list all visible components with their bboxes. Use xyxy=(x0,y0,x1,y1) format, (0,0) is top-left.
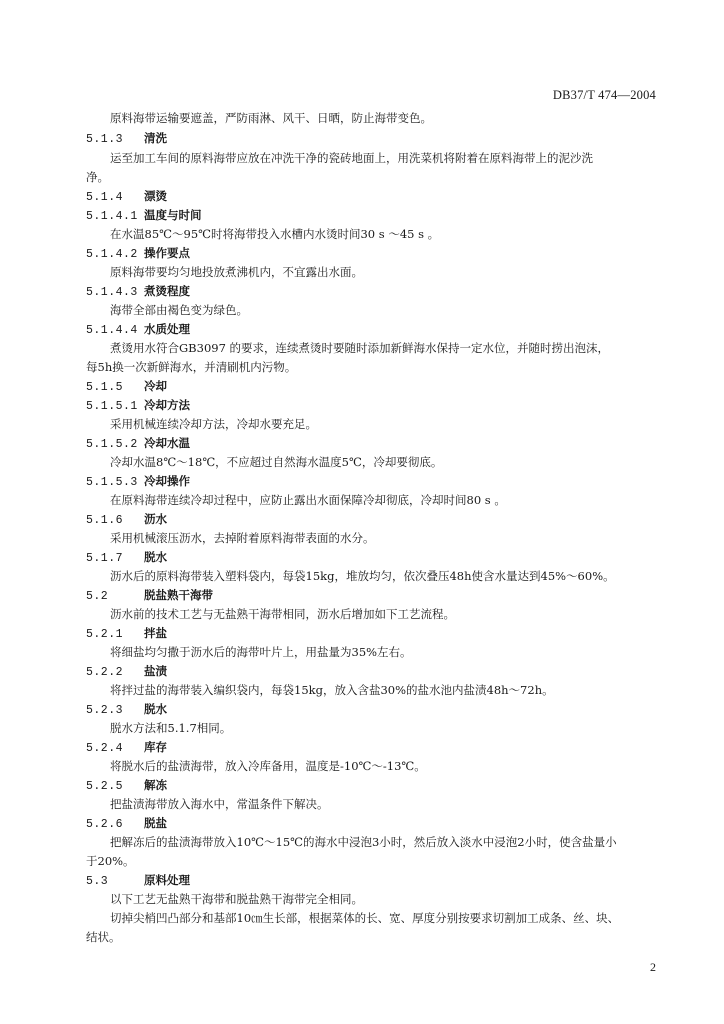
paragraph-line: 沥水前的技术工艺与无盐熟干海带相同，沥水后增加如下工艺流程。 xyxy=(110,607,455,621)
paragraph-line: 将拌过盐的海带装入编织袋内，每袋15kg，放入含盐30%的盐水池内盐渍48h～72h。 xyxy=(110,683,554,697)
paragraph-line: 把解冻后的盐渍海带放入10℃～15℃的海水中浸泡3小时，然后放入淡水中浸泡2小时，使含盐量小 xyxy=(110,835,617,849)
section-heading xyxy=(86,626,167,642)
paragraph-line: 每5h换一次新鲜海水，并清刷机内污物。 xyxy=(86,360,297,374)
paragraph-line: 运至加工车间的原料海带应放在冲洗干净的瓷砖地面上，用洗菜机将附着在原料海带上的泥沙洗 xyxy=(110,151,593,165)
section-title: 清洗 xyxy=(144,131,167,145)
section-number: 5.1.7 xyxy=(86,552,124,565)
section-heading xyxy=(86,322,190,338)
section-heading xyxy=(86,550,167,566)
section-number: 5.1.4.1 xyxy=(86,210,138,223)
section-heading xyxy=(86,512,167,528)
section-number: 5.2 xyxy=(86,590,109,603)
paragraph-line: 将细盐均匀撒于沥水后的海带叶片上，用盐量为35%左右。 xyxy=(110,645,412,659)
section-heading xyxy=(86,816,167,832)
section-title: 沥水 xyxy=(144,512,167,526)
section-title: 盐渍 xyxy=(144,664,167,678)
section-number: 5.2.6 xyxy=(86,818,124,831)
paragraph-line: 原料海带运输要遮盖，严防雨淋、风干、日晒，防止海带变色。 xyxy=(110,111,432,125)
section-heading xyxy=(86,588,213,604)
section-title: 冷却操作 xyxy=(144,474,190,488)
section-heading xyxy=(86,740,167,756)
section-number: 5.2.5 xyxy=(86,780,124,793)
page-number: 2 xyxy=(650,960,656,974)
section-title: 脱盐 xyxy=(144,816,167,830)
section-title: 解冻 xyxy=(144,778,167,792)
section-title: 拌盐 xyxy=(144,626,167,640)
section-heading xyxy=(86,208,202,224)
paragraph-line: 净。 xyxy=(86,170,109,184)
section-number: 5.1.5.1 xyxy=(86,400,138,413)
section-title: 脱水 xyxy=(144,702,167,716)
section-title: 脱盐熟干海带 xyxy=(144,588,213,602)
section-heading xyxy=(86,474,190,490)
section-number: 5.1.4 xyxy=(86,191,124,204)
section-number: 5.1.6 xyxy=(86,514,124,527)
paragraph-line: 在水温85℃～95℃时将海带投入水槽内水烫时间30 s ～45 s 。 xyxy=(110,227,440,241)
section-title: 漂烫 xyxy=(144,189,167,203)
paragraph-line: 采用机械连续冷却方法，冷却水要充足。 xyxy=(110,417,317,431)
section-title: 原料处理 xyxy=(144,873,190,887)
section-title: 冷却水温 xyxy=(144,436,190,450)
section-title: 冷却 xyxy=(144,379,167,393)
paragraph-line: 脱水方法和5.1.7相同。 xyxy=(110,721,232,735)
section-title: 操作要点 xyxy=(144,246,190,260)
section-heading xyxy=(86,873,190,889)
paragraph-line: 煮烫用水符合GB3097 的要求，连续煮烫时要随时添加新鲜海水保持一定水位，并随时捞出泡沫， xyxy=(110,341,610,355)
section-number: 5.2.4 xyxy=(86,742,124,755)
section-title: 冷却方法 xyxy=(144,398,190,412)
paragraph-line: 采用机械滚压沥水，去掉附着原料海带表面的水分。 xyxy=(110,531,375,545)
paragraph-line: 沥水后的原料海带装入塑料袋内，每袋15kg，堆放均匀，依次叠压48h使含水量达到45%～60%。 xyxy=(110,569,615,583)
section-number: 5.1.5.2 xyxy=(86,438,138,451)
standard-code-header: DB37/T 474—2004 xyxy=(552,88,656,102)
section-number: 5.1.4.4 xyxy=(86,324,138,337)
section-title: 脱水 xyxy=(144,550,167,564)
paragraph-line: 海带全部由褐色变为绿色。 xyxy=(110,303,248,317)
section-title: 煮烫程度 xyxy=(144,284,190,298)
section-number: 5.1.3 xyxy=(86,133,124,146)
section-number: 5.3 xyxy=(86,875,109,888)
section-number: 5.1.4.3 xyxy=(86,286,138,299)
section-heading xyxy=(86,284,190,300)
paragraph-line: 把盐渍海带放入海水中，常温条件下解决。 xyxy=(110,797,329,811)
section-heading xyxy=(86,189,167,205)
paragraph-line: 冷却水温8℃～18℃，不应超过自然海水温度5℃，冷却要彻底。 xyxy=(110,455,443,469)
section-heading xyxy=(86,436,190,452)
paragraph-line: 以下工艺无盐熟干海带和脱盐熟干海带完全相同。 xyxy=(110,892,363,906)
section-heading xyxy=(86,664,167,680)
paragraph-line: 在原料海带连续冷却过程中，应防止露出水面保障冷却彻底，冷却时间80 s 。 xyxy=(110,493,506,507)
paragraph-line: 原料海带要均匀地投放煮沸机内，不宜露出水面。 xyxy=(110,265,363,279)
section-heading xyxy=(86,702,167,718)
paragraph-line: 将脱水后的盐渍海带，放入冷库备用，温度是-10℃～-13℃。 xyxy=(110,759,426,773)
section-number: 5.2.2 xyxy=(86,666,124,679)
section-heading xyxy=(86,246,190,262)
section-heading xyxy=(86,379,167,395)
section-number: 5.2.1 xyxy=(86,628,124,641)
paragraph-line: 于20%。 xyxy=(86,854,135,868)
section-heading xyxy=(86,398,190,414)
section-title: 温度与时间 xyxy=(144,208,202,222)
section-heading xyxy=(86,131,167,147)
section-number: 5.1.5.3 xyxy=(86,476,138,489)
section-number: 5.1.4.2 xyxy=(86,248,138,261)
section-number: 5.1.5 xyxy=(86,381,124,394)
section-title: 库存 xyxy=(144,740,167,754)
section-title: 水质处理 xyxy=(144,322,190,336)
section-number: 5.2.3 xyxy=(86,704,124,717)
section-heading xyxy=(86,778,167,794)
paragraph-line: 结状。 xyxy=(86,930,121,944)
paragraph-line: 切掉尖梢凹凸部分和基部10㎝生长部，根据菜体的长、宽、厚度分别按要求切割加工成条、丝、块、 xyxy=(110,911,620,925)
